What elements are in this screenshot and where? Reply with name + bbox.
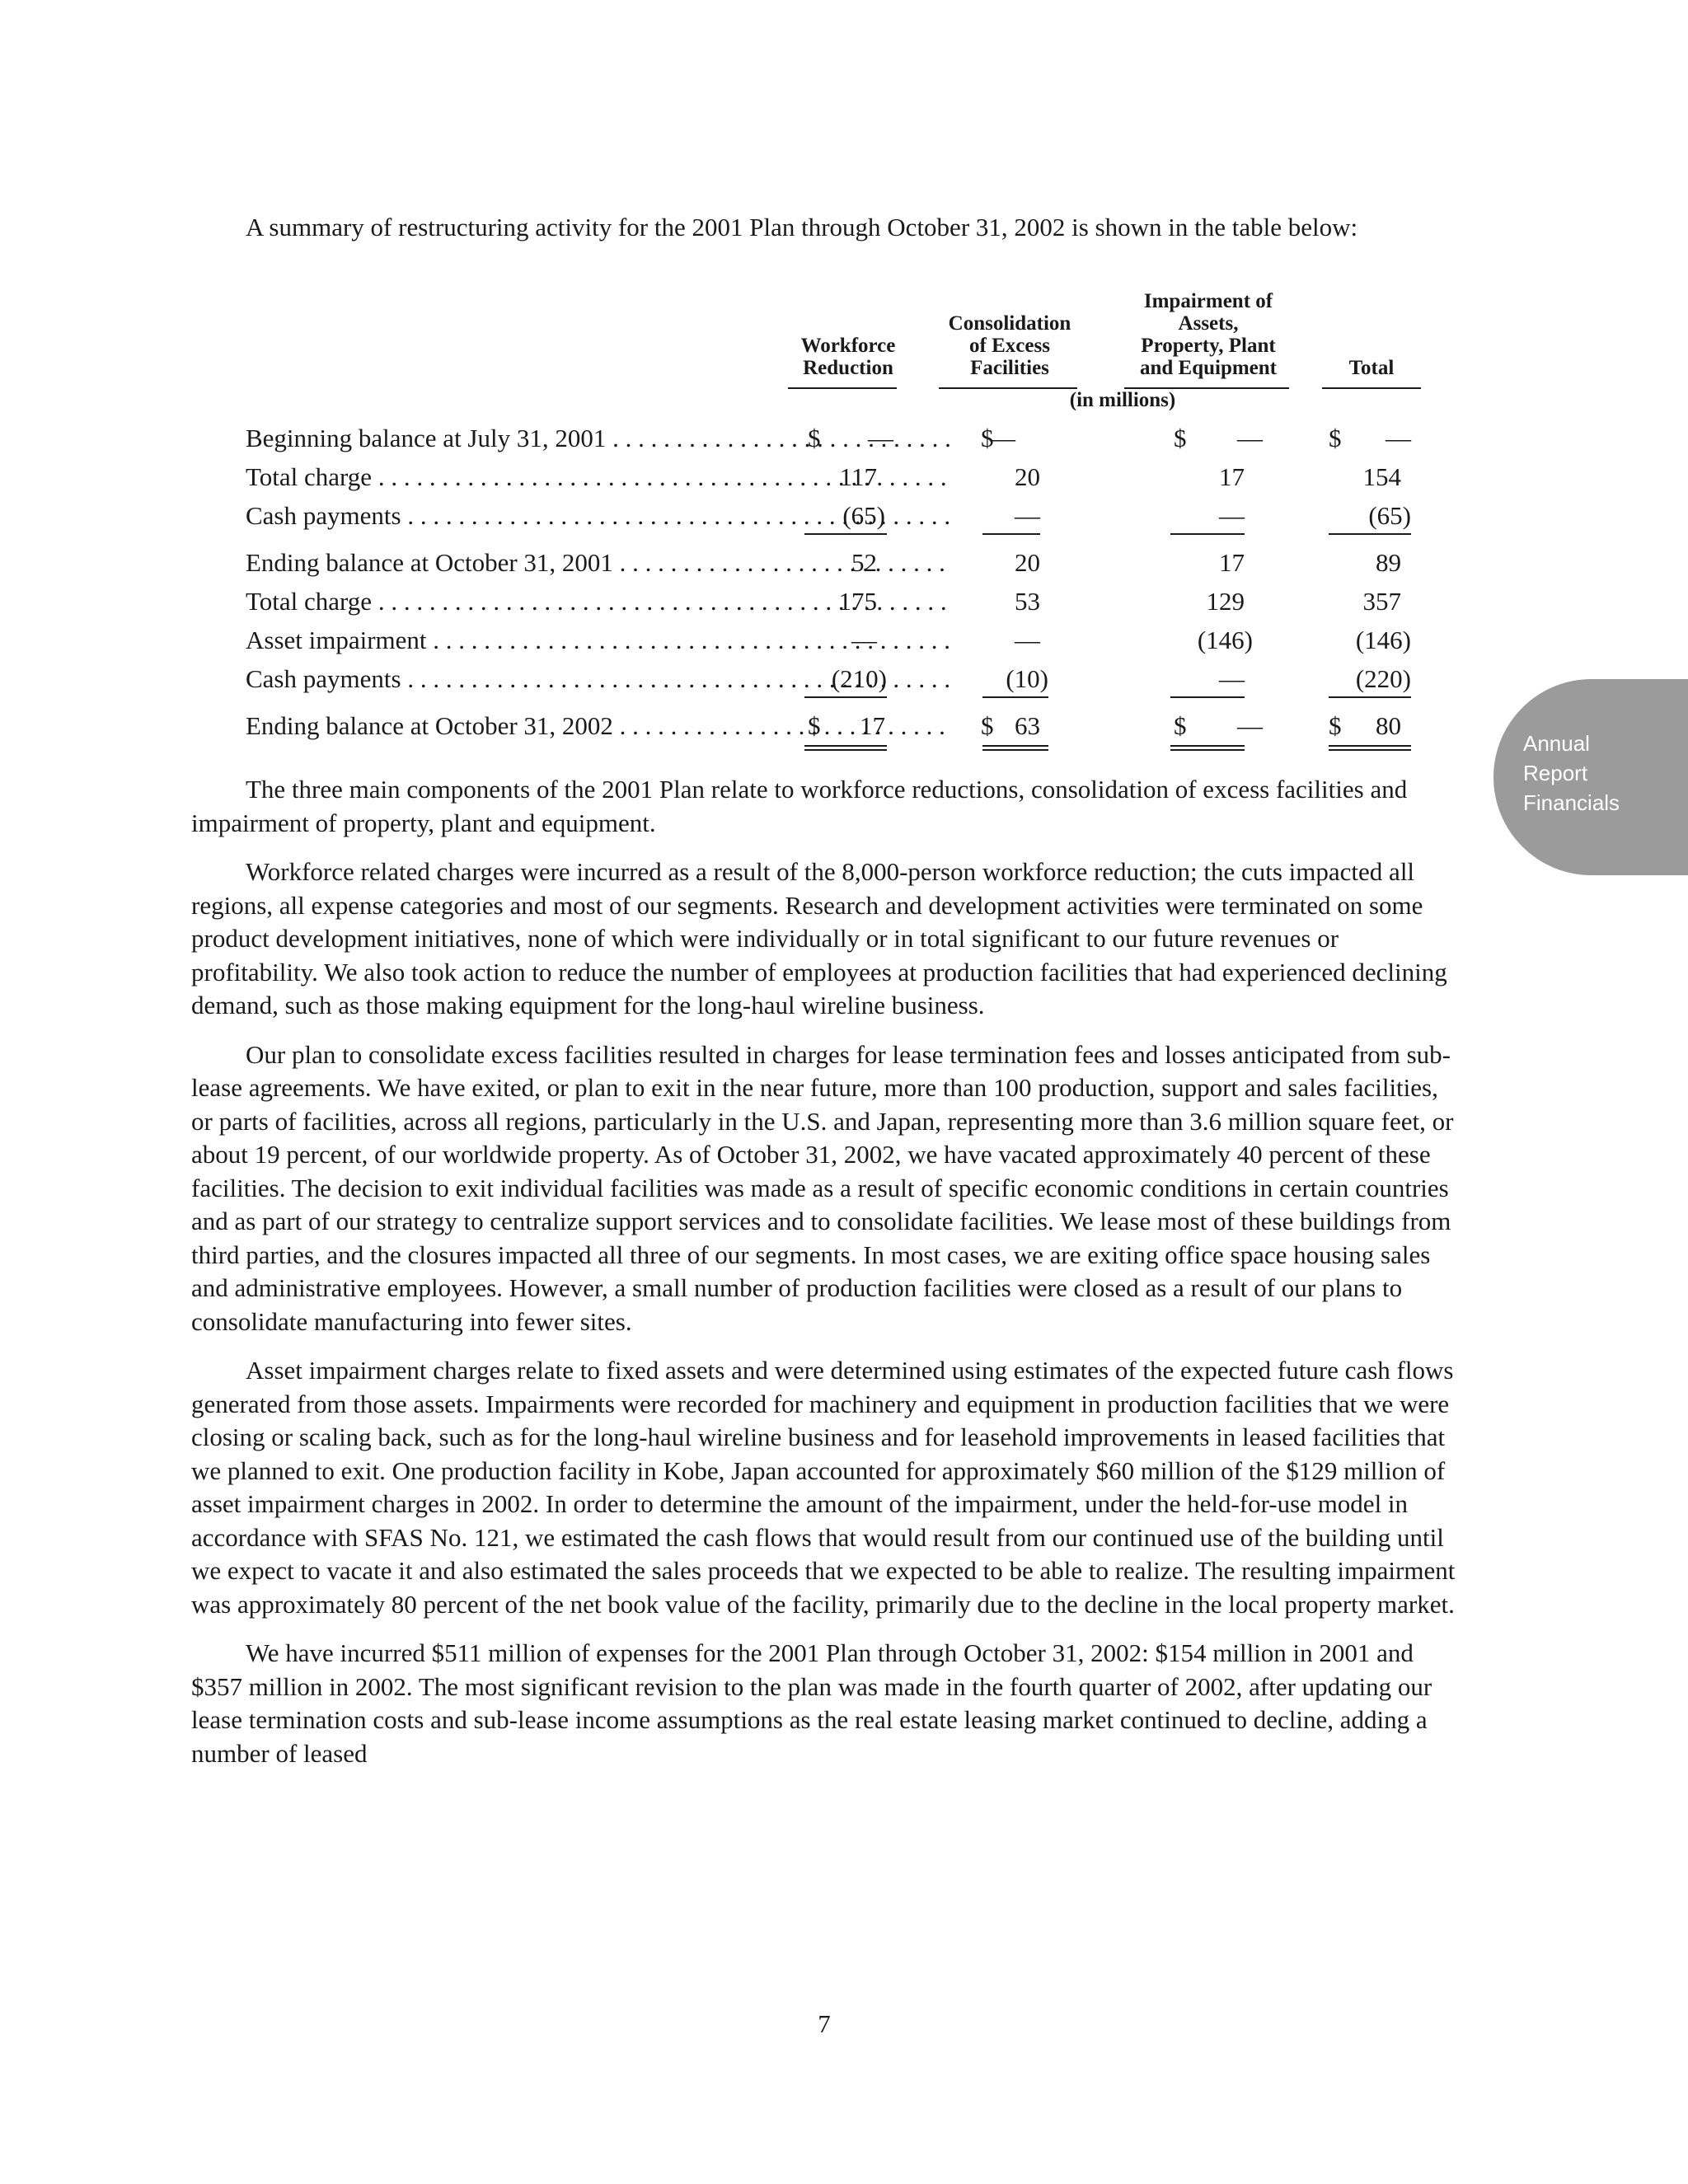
table-cell: —: [1237, 424, 1263, 452]
currency-sign: $: [808, 424, 821, 452]
table-cell: (65): [842, 501, 885, 530]
table-cell: —: [1219, 664, 1245, 693]
table-cell: 154: [1362, 462, 1401, 491]
table-cell: (10): [1006, 664, 1048, 693]
paragraph-workforce: Workforce related charges were incurred as a result of the 8,000-person workforce reduction; the cuts impacted all regions, all expense categories and most of our segments. Research and development activities were terminated on some product development initiatives, none of which were individually or in total significant to our future revenues or profitability. We also took action to reduce the number of employees at production facilities that had experienced declining demand, such as those making equipment for the long-haul wireline business.: [191, 857, 1447, 1019]
table-cell: (220): [1355, 664, 1411, 693]
table-cell: —: [851, 626, 877, 654]
table-row-label: Ending balance at October 31, 2002 . . .: [246, 710, 950, 743]
paragraph-asset-impairment: Asset impairment charges relate to fixed assets and were determined using estimates of the expected future cash flows generated from those assets. Impairments were recorded for machinery and equipment in production facilities that we were closing or scaling back, such as for the long-haul wireline business and for leasehold improvements in leased facilities that we planned to exit. One production facility in Kobe, Japan accounted for approximately $60 million of the $129 million of asset impairment charges in 2002. In order to determine the amount of the impairment, under the held-for-use model in accordance with SFAS No. 121, we estimated the cash flows that would result from our continued use of the building until we expect to vacate it and also estimated the sales proceeds that we expected to be able to realize. The resulting impairment was approximately 80 percent of the net book value of the facility, primarily due to the decline in the local property market.: [191, 1356, 1456, 1619]
table-row-label: Total charge . . .: [246, 461, 950, 494]
table-cell: 80: [1376, 711, 1401, 740]
table-row-label: Ending balance at October 31, 2001 . . .: [246, 546, 950, 579]
body-text: [191, 773, 1461, 1786]
table-row-label: Cash payments . . .: [246, 663, 950, 696]
intro-paragraph: A summary of restructuring activity for the 2001 Plan through October 31, 2002 is shown in the table below:: [246, 213, 1358, 241]
subtotal-rule: [1329, 696, 1411, 698]
table-cell: —: [990, 424, 1015, 452]
table-cell: —: [1237, 711, 1263, 740]
total-double-rule: [982, 745, 1048, 751]
table-cell: 20: [1015, 462, 1040, 491]
table-cell: 20: [1015, 548, 1040, 577]
paragraph-expenses: We have incurred $511 million of expenses for the 2001 Plan through October 31, 2002: $154 million in 2001 and $357 million in 2002. The most significant revision to the plan was made in the fourth quarter of 2002, after updating our lease termination costs and sub-lease income assumptions as the real estate leasing market continued to decline, adding a number of leased: [191, 1638, 1432, 1768]
subtotal-rule: [982, 696, 1048, 698]
header-underline: [1322, 387, 1421, 389]
table-cell: 17: [1219, 548, 1245, 577]
table-cell: —: [1015, 501, 1040, 530]
table-cell: (65): [1368, 501, 1411, 530]
page-number: 7: [818, 2009, 831, 2038]
table-cell: 52: [851, 548, 877, 577]
table-cell: —: [1015, 626, 1040, 654]
subtotal-rule: [982, 533, 1040, 535]
table-cell: 175: [838, 587, 877, 616]
table-cell: (210): [831, 664, 887, 693]
unit-note: (in millions): [1069, 389, 1176, 411]
subtotal-rule: [1170, 696, 1245, 698]
table-cell: —: [868, 424, 893, 452]
header-total: Total: [1348, 357, 1395, 379]
subtotal-rule: [804, 533, 887, 535]
table-cell: 117: [839, 462, 877, 491]
total-double-rule: [804, 745, 887, 751]
header-consolidation: Consolidation of Excess Facilities: [948, 312, 1071, 379]
paragraph-facilities: Our plan to consolidate excess facilities resulted in charges for lease termination fees and losses anticipated from sub-lease agreements. We have exited, or plan to exit in the near future, more than 100 production, support and sales facilities, or parts of facilities, across all regions, particularly in the U.S. and Japan, representing more than 3.6 million square feet, or about 19 percent, of our worldwide property. As of October 31, 2002, we have vacated approximately 40 percent of these facilities. The decision to exit individual facilities was made as a result of specific economic conditions in certain countries and as part of our strategy to centralize support services and to consolidate facilities. We lease most of these buildings from third parties, and the closures impacted all three of our segments. In most cases, we are exiting office space housing sales and administrative employees. However, a small number of production facilities were closed as a result of our plans to consolidate manufacturing into fewer sites.: [191, 1039, 1454, 1336]
table-cell: 129: [1206, 587, 1245, 616]
table-cell: 17: [860, 711, 885, 740]
currency-sign: $: [981, 424, 994, 452]
table-cell: (146): [1355, 626, 1411, 654]
table-row-label: Beginning balance at July 31, 2001 . . .: [246, 422, 950, 455]
currency-sign: $: [1329, 424, 1342, 452]
table-cell: 53: [1015, 587, 1040, 616]
section-tab-line: Report: [1523, 761, 1588, 785]
header-impairment: Impairment of Assets, Property, Plant and Equipment: [1139, 290, 1278, 379]
table-cell: 357: [1362, 587, 1401, 616]
subtotal-rule: [1329, 533, 1411, 535]
subtotal-rule: [804, 696, 887, 698]
table-cell: —: [1386, 424, 1411, 452]
table-cell: (146): [1197, 626, 1253, 654]
total-double-rule: [1329, 745, 1411, 751]
section-tab-line: Annual: [1523, 731, 1590, 756]
table-row-label: Cash payments . . .: [246, 499, 950, 532]
total-double-rule: [1170, 745, 1245, 751]
paragraph-components: The three main components of the 2001 Plan relate to workforce reductions, consolidation of excess facilities and impairment of property, plant and equipment.: [191, 775, 1408, 837]
table-cell: 63: [1015, 711, 1040, 740]
currency-sign: $: [1329, 711, 1342, 740]
subtotal-rule: [1170, 533, 1245, 535]
currency-sign: $: [1174, 424, 1187, 452]
section-tab-line: Financials: [1523, 790, 1620, 815]
header-workforce-reduction: Workforce Reduction: [800, 335, 896, 379]
restructuring-table: [191, 290, 1444, 756]
table-cell: 17: [1219, 462, 1245, 491]
currency-sign: $: [808, 711, 821, 740]
currency-sign: $: [981, 711, 994, 740]
currency-sign: $: [1174, 711, 1187, 740]
table-cell: 89: [1376, 548, 1401, 577]
table-row-label: Asset impairment . . .: [246, 624, 950, 657]
section-tab-label: [1523, 729, 1620, 818]
table-cell: —: [1219, 501, 1245, 530]
header-underline: [788, 387, 897, 389]
table-row-label: Total charge . . .: [246, 585, 950, 618]
